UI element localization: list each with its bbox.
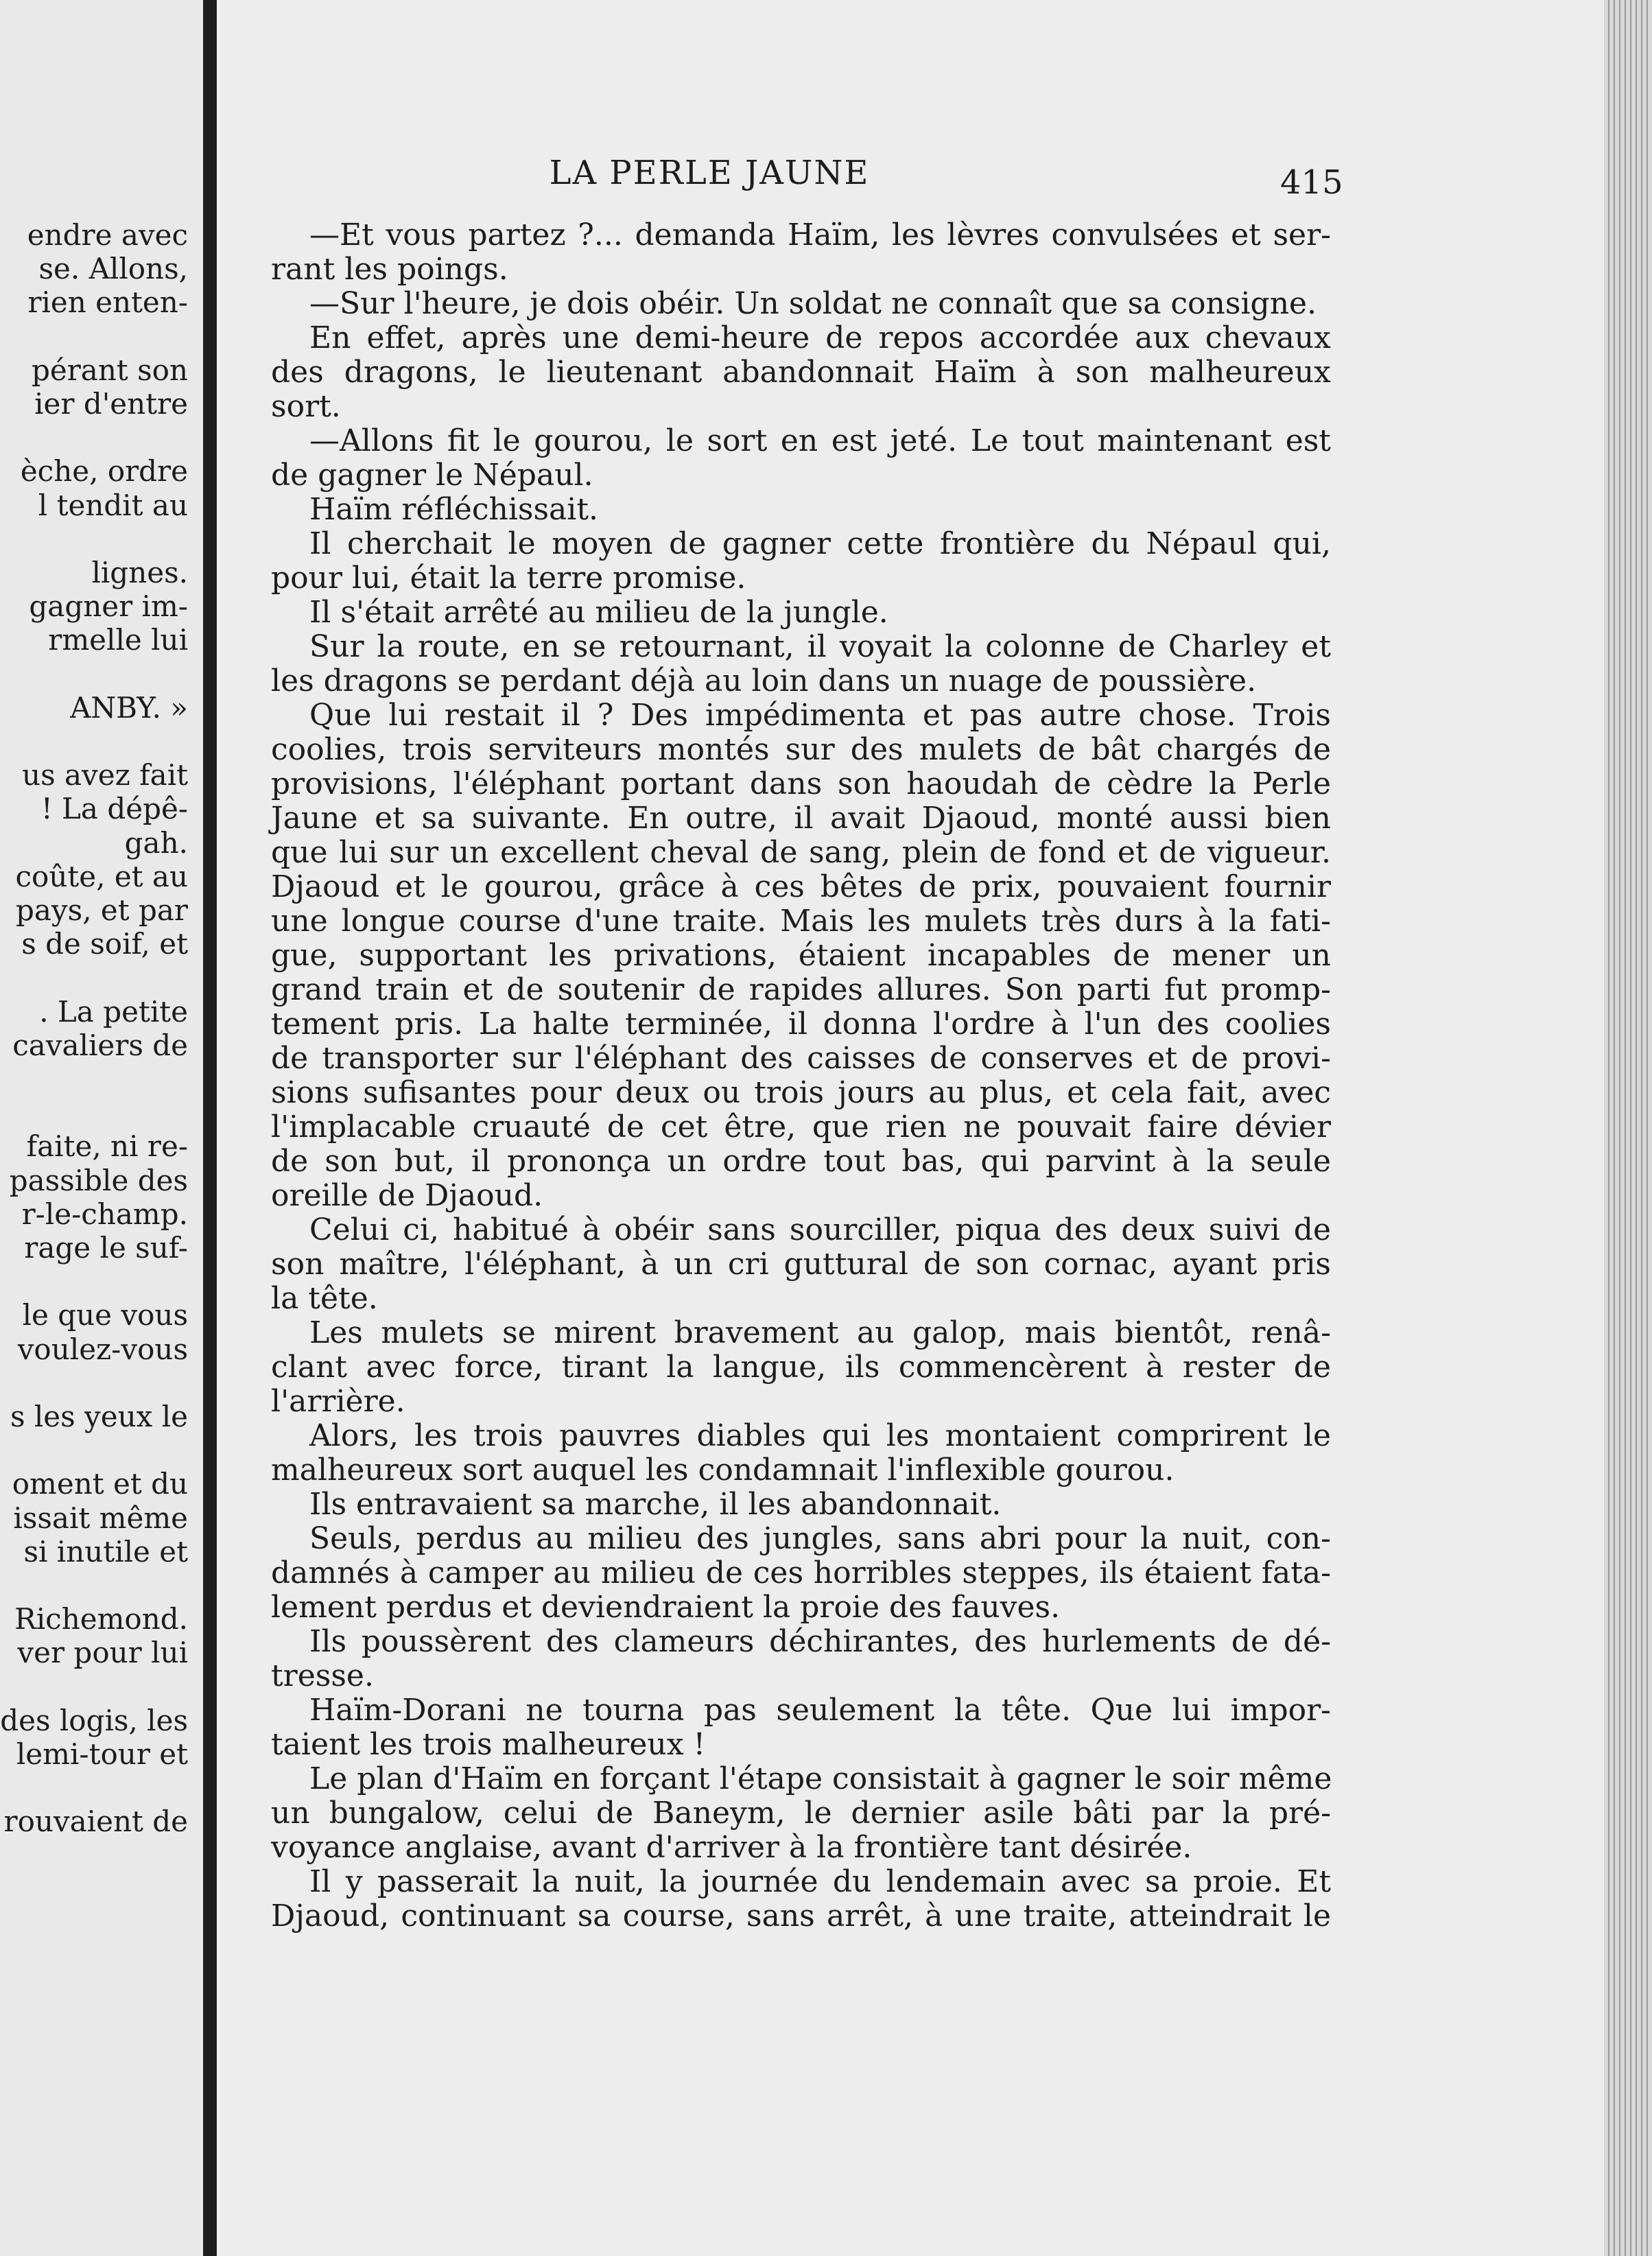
paragraph	[271, 424, 1331, 493]
text-line: Djaoud, continuant sa course, sans arrêt, à une traite, atteindrait le	[271, 1899, 1331, 1934]
text-line: que lui sur un excellent cheval de sang, plein de fond et de vigueur.	[271, 835, 1331, 870]
paragraph	[271, 218, 1331, 287]
text-line: Sur la route, en se retournant, il voyait la colonne de Charley et	[309, 629, 1331, 664]
paragraph	[271, 1762, 1331, 1865]
text-line: Ils poussèrent des clameurs déchirantes, des hurlements de dé-	[309, 1624, 1331, 1659]
left-page-line: Richemond.	[14, 1602, 188, 1636]
text-line: les dragons se perdant déjà au loin dans un nuage de poussière.	[271, 663, 1257, 698]
paragraph	[271, 1213, 1331, 1316]
text-line: son maître, l'éléphant, à un cri guttural de son cornac, ayant pris	[271, 1247, 1331, 1282]
paragraph	[271, 1419, 1331, 1488]
left-page-line: coûte, et au	[15, 859, 188, 893]
paragraph	[271, 596, 1331, 630]
left-page-line: le que vous	[22, 1298, 188, 1332]
text-line: de transporter sur l'éléphant des caisses de conserves et de provi-	[271, 1041, 1331, 1076]
left-page-line: voulez-vous	[17, 1332, 188, 1366]
left-page-line: s les yeux le	[10, 1400, 188, 1433]
text-line: Il y passerait la nuit, la journée du lendemain avec sa proie. Et	[309, 1864, 1331, 1899]
text-line: —Allons fit le gourou, le sort en est jeté. Le tout maintenant est	[309, 423, 1331, 458]
left-page-line: des logis, les	[0, 1703, 188, 1737]
paragraph	[271, 527, 1331, 596]
paragraph	[271, 1625, 1331, 1693]
text-line: —Et vous partez ?... demanda Haïm, les lèvres convulsées et ser-	[309, 218, 1331, 252]
left-page-line: s de soif, et	[21, 927, 188, 961]
paragraph	[271, 493, 1331, 527]
left-page-line: pays, et par	[16, 893, 188, 927]
text-line: de son but, il prononça un ordre tout bas, qui parvint à la seule	[271, 1144, 1331, 1179]
left-page-line: faite, ni re-	[26, 1129, 188, 1164]
text-line: Le plan d'Haïm en forçant l'étape consistait à gagner le soir même	[309, 1761, 1332, 1796]
page-body	[271, 218, 1331, 1934]
paragraph	[271, 1522, 1331, 1625]
running-title: LA PERLE JAUNE	[549, 154, 870, 192]
paragraph	[271, 630, 1331, 698]
left-page-line: rage le suf-	[24, 1231, 188, 1265]
left-page-line: cavaliers de	[12, 1028, 188, 1062]
left-page-line: ier d'entre	[34, 387, 188, 421]
left-page-line: ! La dépê-	[40, 792, 188, 826]
text-line: l'arrière.	[271, 1384, 405, 1419]
left-page-line: ver pour lui	[17, 1636, 188, 1670]
page-edges	[1604, 0, 1652, 2256]
paragraph	[271, 1488, 1331, 1522]
text-line: —Sur l'heure, je dois obéir. Un soldat ne connaît que sa consigne.	[309, 286, 1317, 321]
text-line: Haïm réfléchissait.	[309, 492, 599, 527]
text-line: sions sufisantes pour deux ou trois jours au plus, et cela fait, avec	[271, 1075, 1331, 1110]
text-line: Celui ci, habitué à obéir sans sourciller, piqua des deux suivi de	[309, 1212, 1331, 1247]
text-line: la tête.	[271, 1281, 378, 1316]
text-line: voyance anglaise, avant d'arriver à la frontière tant désirée.	[271, 1830, 1192, 1865]
left-page-line: èche, ordre	[20, 454, 188, 489]
text-line: clant avec force, tirant la langue, ils commencèrent à rester de	[271, 1350, 1331, 1385]
text-line: oreille de Djaoud.	[271, 1178, 543, 1213]
left-page-line: issait même	[13, 1501, 188, 1535]
left-page-line: pérant son	[31, 353, 188, 387]
paragraph	[271, 287, 1331, 321]
left-page-line: rmelle lui	[48, 623, 188, 657]
text-line: taient les trois malheureux !	[271, 1727, 706, 1762]
text-line: Il s'était arrêté au milieu de la jungle.	[309, 595, 888, 630]
left-page-line: r-le-champ.	[21, 1197, 188, 1231]
left-page-line: se. Allons,	[38, 252, 188, 286]
text-line: une longue course d'une traite. Mais les mulets très durs à la fati-	[271, 904, 1331, 939]
left-page-line: l tendit au	[38, 488, 188, 522]
left-page-line: endre avec	[27, 218, 188, 252]
left-page-line: passible des	[9, 1163, 188, 1197]
paragraph	[271, 1316, 1331, 1419]
text-line: lement perdus et deviendraient la proie des fauves.	[271, 1590, 1061, 1625]
text-line: Les mulets se mirent bravement au galop, mais bientôt, renâ-	[309, 1315, 1331, 1350]
text-line: sort.	[271, 389, 341, 424]
left-page-line: . La petite	[39, 994, 188, 1029]
text-line: Haïm-Dorani ne tourna pas seulement la tête. Que lui impor-	[309, 1693, 1331, 1728]
left-page-line: us avez fait	[22, 758, 188, 792]
paragraph	[271, 321, 1331, 424]
left-page-line: rien enten-	[27, 285, 188, 320]
text-line: l'implacable cruauté de cet être, que rien ne pouvait faire dévier	[271, 1109, 1331, 1144]
text-line: gue, supportant les privations, étaient incapables de mener un	[271, 938, 1331, 973]
left-page-line: ANBY. »	[70, 690, 188, 725]
paragraph	[271, 1865, 1331, 1934]
text-line: tresse.	[271, 1658, 374, 1693]
paragraph	[271, 1693, 1331, 1762]
text-line: malheureux sort auquel les condamnait l'inflexible gourou.	[271, 1453, 1175, 1488]
text-line: de gagner le Népaul.	[271, 458, 593, 493]
text-line: Ils entravaient sa marche, il les abandonnait.	[309, 1487, 1002, 1522]
page-number: 415	[1280, 163, 1343, 202]
left-page-line: lemi-tour et	[16, 1737, 188, 1771]
text-line: Jaune et sa suivante. En outre, il avait Djaoud, monté aussi bien	[271, 801, 1331, 836]
text-line: En effet, après une demi-heure de repos accordée aux chevaux	[309, 320, 1331, 355]
text-line: Il cherchait le moyen de gagner cette frontière du Népaul qui,	[309, 526, 1331, 561]
text-line: pour lui, était la terre promise.	[271, 561, 746, 596]
text-line: des dragons, le lieutenant abandonnait Haïm à son malheureux	[271, 355, 1331, 390]
paragraph	[271, 698, 1331, 1213]
left-page-line: si inutile et	[23, 1534, 188, 1568]
text-line: Alors, les trois pauvres diables qui les montaient comprirent le	[309, 1418, 1331, 1453]
text-line: rant les poings.	[271, 252, 508, 287]
text-line: Que lui restait il ? Des impédimenta et pas autre chose. Trois	[309, 698, 1331, 733]
text-line: Djaoud et le gourou, grâce à ces bêtes de prix, pouvaient fournir	[271, 869, 1331, 904]
text-line: provisions, l'éléphant portant dans son haoudah de cèdre la Perle	[271, 766, 1331, 801]
left-page-line: oment et du	[12, 1467, 188, 1501]
book-gutter	[203, 0, 217, 2256]
left-page-fragment	[0, 0, 203, 2256]
text-line: Seuls, perdus au milieu des jungles, sans abri pour la nuit, con-	[309, 1521, 1331, 1556]
text-line: damnés à camper au milieu de ces horribles steppes, ils étaient fata-	[271, 1555, 1331, 1590]
text-line: tement pris. La halte terminée, il donna l'ordre à l'un des coolies	[271, 1007, 1331, 1042]
left-page-line: gah.	[124, 825, 188, 860]
text-line: grand train et de soutenir de rapides allures. Son parti fut promp-	[271, 972, 1331, 1007]
text-line: coolies, trois serviteurs montés sur des mulets de bât chargés de	[271, 732, 1331, 767]
left-page-line: rouvaient de	[3, 1805, 188, 1839]
left-page-line: gagner im-	[29, 589, 188, 624]
left-page-line: lignes.	[91, 556, 188, 589]
text-line: un bungalow, celui de Baneym, le dernier asile bâti par la pré-	[271, 1796, 1331, 1831]
